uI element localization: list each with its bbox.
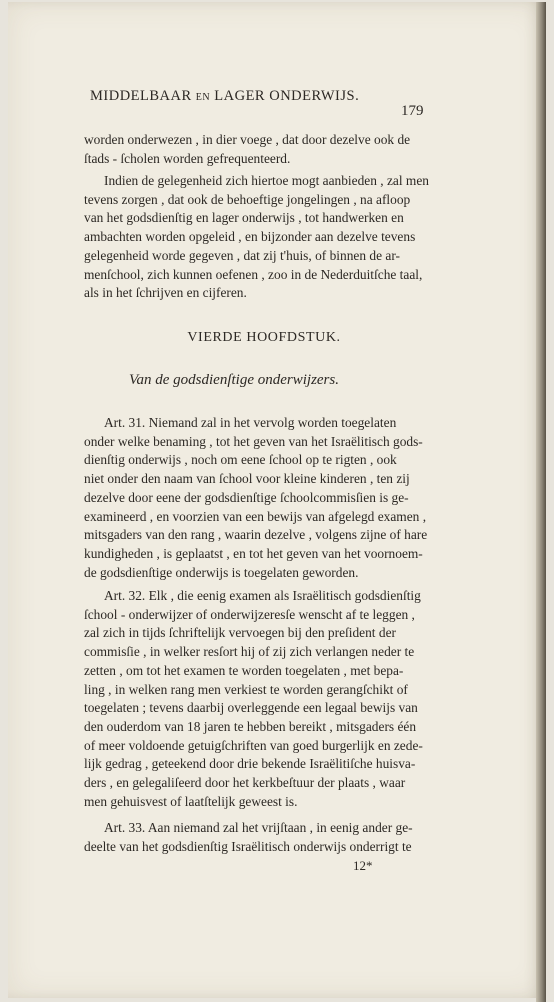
paragraph-2: [84, 172, 434, 303]
text-line: commisſie , in welker resſort hij of zij zich verlangen neder te: [84, 644, 415, 660]
text-line: zal zich in tijds ſchriftelijk vervoegen bij den preſident der: [84, 625, 396, 641]
text-line: men gehuisvest of laatſtelijk geweest is.: [84, 793, 298, 809]
chapter-title: VIERDE HOOFDSTUK.: [187, 330, 341, 345]
article-33: [84, 819, 434, 856]
text-line: den ouderdom van 18 jaren te hebben bereikt , mitsgaders één: [84, 718, 417, 734]
chapter-subtitle: Van de godsdienſtige onderwijzers.: [129, 372, 339, 388]
text-line: toegelaten ; tevens daarbij overleggende een legaal bewijs van: [84, 700, 418, 716]
running-head: [90, 88, 436, 105]
text-line: Indien de gelegenheid zich hiertoe mogt aanbieden , zal men: [104, 173, 429, 188]
text-line: dienſtig onderwijs , noch om eene ſchool op te rigten , ook: [84, 452, 397, 468]
text-line: niet onder den naam van ſchool voor kleine kinderen , ten zij: [84, 471, 410, 487]
text-line: lijk gedrag , geteekend door drie bekende Israëlitiſche huisva-: [84, 756, 416, 772]
text-line: de godsdienſtige onderwijs is toegelaten geworden.: [84, 564, 359, 580]
text-line: dezelve door eene der godsdienſtige ſchoolcommisſien is ge-: [84, 489, 409, 505]
running-head-small: EN: [195, 92, 211, 103]
text-line: worden onderwezen , in dier voege , dat door dezelve ook de: [84, 132, 411, 147]
text-line: deelte van het godsdienſtig Israëlitisch onderwijs onderrigt te: [84, 838, 412, 854]
text-line: mitsgaders van den rang , waarin dezelve , volgens zijne of hare: [84, 527, 428, 543]
text-line: examineerd , en voorzien van een bewijs van afgelegd examen ,: [84, 508, 427, 524]
article-31: [84, 414, 434, 582]
running-head-part1: MIDDELBAAR: [90, 88, 192, 104]
paragraph-1: [84, 131, 434, 168]
text-line: kundigheden , is geplaatst , en tot het geven van het voornoem-: [84, 545, 423, 561]
text-line: Art. 32. Elk , die eenig examen als Israëlitisch godsdienſtig: [104, 588, 421, 603]
signature-mark: 12*: [353, 858, 373, 873]
text-line: of meer voldoende getuigſchriften van goed burgerlijk en zede-: [84, 737, 423, 753]
text-line: zetten , om tot het examen te worden toegelaten , met bepa-: [84, 662, 404, 678]
text-line: als in het ſchrijven en cijferen.: [84, 285, 247, 301]
text-line: ders , en gelegaliſeerd door het kerkbeſtuur der plaats , waar: [84, 775, 406, 791]
text-line: Art. 33. Aan niemand zal het vrijſtaan , in eenig ander ge-: [104, 820, 413, 835]
text-line: menſchool, zich kunnen oefenen , zoo in de Nederduitſche taal,: [84, 266, 423, 282]
text-line: Art. 31. Niemand zal in het vervolg worden toegelaten: [104, 415, 397, 430]
page-edge: [536, 2, 546, 1002]
text-line: ling , in welken rang men verkiest te worden gerangſchikt of: [84, 681, 408, 697]
text-line: van het godsdienſtig en lager onderwijs , tot handwerken en: [84, 210, 404, 226]
text-line: gelegenheid worde gegeven , dat zij t'huis, of binnen de ar-: [84, 247, 400, 263]
text-line: ſchool - onderwijzer of onderwijzeresſe wenscht af te leggen ,: [84, 606, 415, 622]
text-line: ſtads - ſcholen worden gefrequenteerd.: [84, 150, 291, 166]
text-line: onder welke benaming , tot het geven van het Israëlitisch gods-: [84, 433, 423, 449]
text-line: ambachten worden opgeleid , en bijzonder aan dezelve tevens: [84, 229, 416, 245]
text-line: tevens zorgen , dat ook de behoeftige jongelingen , na afloop: [84, 191, 411, 207]
page-number: 179: [401, 103, 424, 119]
article-32: [84, 587, 434, 811]
running-head-part2: LAGER ONDERWIJS.: [214, 88, 360, 104]
